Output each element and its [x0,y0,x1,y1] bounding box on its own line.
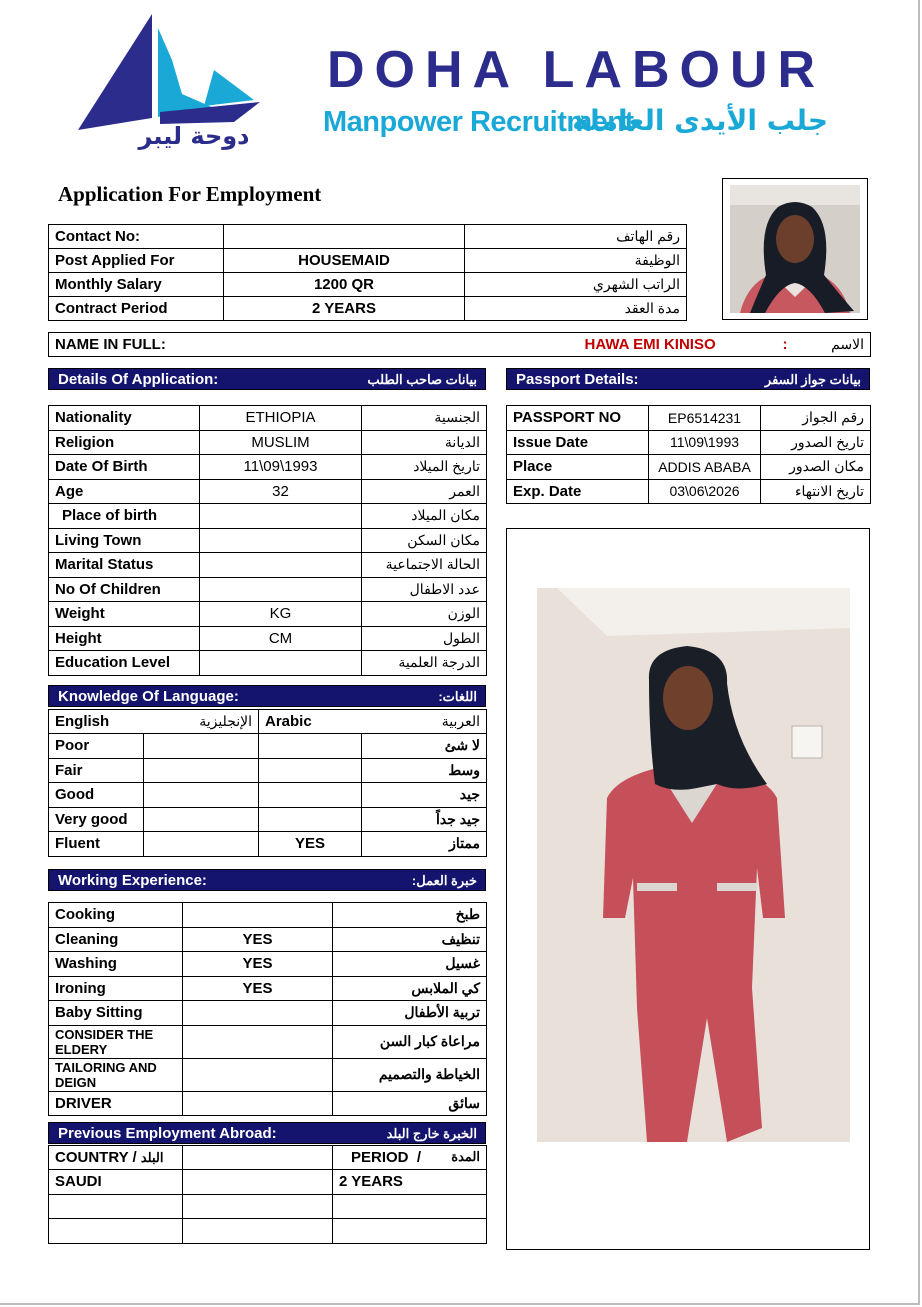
language-header [48,685,486,707]
detail-label: Marital Status [49,553,200,578]
applicant-photo-small [722,178,868,320]
table-row [49,710,487,734]
language-english-value [144,758,259,783]
detail-label: Religion [49,430,200,455]
experience-value [183,1058,333,1091]
table-row [49,783,487,808]
language-level-ar: وسط [362,758,487,783]
name-label: NAME IN FULL: [49,333,579,357]
language-arabic-value [259,807,362,832]
contract-label: Contract Period [49,297,224,321]
period-header: PERIOD / المدة [333,1146,487,1170]
detail-label-ar: الديانة [362,430,487,455]
experience-label: DRIVER [49,1091,183,1116]
detail-label-ar: مكان السكن [362,528,487,553]
experience-value: YES [183,952,333,977]
country-label-ar: البلد [140,1150,164,1165]
table-row [49,479,487,504]
experience-label-ar: تنظيف [333,927,487,952]
post-label: Post Applied For [49,249,224,273]
table-row [49,225,687,249]
table-row [49,249,687,273]
detail-label: Place of birth [49,504,200,529]
detail-value: CM [200,626,362,651]
table-row [49,807,487,832]
detail-label-ar: الطول [362,626,487,651]
country-header: COUNTRY / البلد [49,1146,183,1170]
detail-value [200,553,362,578]
passport-label: PASSPORT NO [507,406,649,431]
detail-value [200,504,362,529]
table-row [49,832,487,857]
language-table [48,709,487,857]
language-level-label: Fair [49,758,144,783]
table-row [49,1146,487,1170]
language-arabic-value [259,734,362,759]
previous-period [333,1219,487,1244]
details-header-ar: بيانات صاحب الطلب [367,372,477,387]
applicant-photo-large [506,528,870,1250]
detail-label-ar: الجنسية [362,406,487,431]
details-table [48,405,487,676]
previous-period: 2 YEARS [333,1170,487,1195]
contact-label: Contact No: [49,225,224,249]
name-table [48,332,871,357]
passport-header [506,368,870,390]
salary-value: 1200 QR [224,273,465,297]
language-arabic-header [259,710,487,734]
table-row [507,455,871,480]
detail-label-ar: العمر [362,479,487,504]
table-row [49,927,487,952]
arabic-label-ar: العربية [441,713,481,729]
detail-label: No Of Children [49,577,200,602]
portrait-image [730,185,860,313]
detail-value [200,528,362,553]
language-header-text: Knowledge Of Language: [58,688,239,705]
detail-value [200,651,362,676]
table-row [49,903,487,928]
detail-value: MUSLIM [200,430,362,455]
language-level-ar: جيد [362,783,487,808]
table-row [49,273,687,297]
experience-label: Ironing [49,976,183,1001]
language-header-ar: اللغات: [438,689,477,704]
passport-label: Place [507,455,649,480]
previous-blank [183,1170,333,1195]
experience-label: Baby Sitting [49,1001,183,1026]
previous-blank [183,1219,333,1244]
top-info-table [48,224,687,321]
previous-period [333,1194,487,1219]
table-row [49,528,487,553]
table-row [49,553,487,578]
language-arabic-value [259,758,362,783]
table-row [49,1001,487,1026]
language-level-label: Fluent [49,832,144,857]
experience-label-ar: طبخ [333,903,487,928]
passport-table [506,405,871,504]
language-level-label: Very good [49,807,144,832]
experience-value: YES [183,927,333,952]
detail-label: Nationality [49,406,200,431]
passport-label: Exp. Date [507,479,649,504]
passport-header-ar: بيانات جواز السفر [764,372,861,387]
table-row [49,1058,487,1091]
detail-value: ETHIOPIA [200,406,362,431]
table-row [49,602,487,627]
language-arabic-value: YES [259,832,362,857]
applicant-name: HAWA EMI KINISO [584,336,716,353]
table-row [507,406,871,431]
contact-value [224,225,465,249]
experience-value [183,903,333,928]
detail-value: 11\09\1993 [200,455,362,480]
experience-label: Washing [49,952,183,977]
table-row [49,734,487,759]
experience-value [183,1001,333,1026]
passport-label-ar: تاريخ الانتهاء [761,479,871,504]
detail-label-ar: الحالة الاجتماعية [362,553,487,578]
detail-label-ar: تاريخ الميلاد [362,455,487,480]
language-english-value [144,832,259,857]
experience-value: YES [183,976,333,1001]
table-row [507,479,871,504]
english-label-ar: الإنجليزية [199,713,252,729]
passport-value: 11\09\1993 [649,430,761,455]
passport-label: Issue Date [507,430,649,455]
detail-label-ar: الوزن [362,602,487,627]
previous-country [49,1219,183,1244]
table-row [507,430,871,455]
brand-subtitle-en: Manpower Recruitment [323,106,634,138]
contact-label-ar: رقم الهاتف [465,225,687,249]
salary-label: Monthly Salary [49,273,224,297]
country-label: COUNTRY [55,1149,129,1166]
passport-value: EP6514231 [649,406,761,431]
passport-label-ar: رقم الجواز [761,406,871,431]
detail-value [200,577,362,602]
contract-label-ar: مدة العقد [465,297,687,321]
experience-value [183,1025,333,1058]
experience-label: Cleaning [49,927,183,952]
experience-label: TAILORING AND DEIGN [49,1058,183,1091]
table-row [49,976,487,1001]
salary-label-ar: الراتب الشهري [465,273,687,297]
table-row [49,651,487,676]
table-row [49,952,487,977]
language-level-label: Poor [49,734,144,759]
previous-header [48,1122,486,1144]
experience-label: Cooking [49,903,183,928]
experience-label-ar: غسيل [333,952,487,977]
passport-value: 03\06\2026 [649,479,761,504]
language-level-label: Good [49,783,144,808]
details-header [48,368,486,390]
table-row [49,406,487,431]
table-row [49,626,487,651]
blank-cell [183,1146,333,1170]
table-row [49,297,687,321]
language-arabic-value [259,783,362,808]
experience-label-ar: مراعاة كبار السن [333,1025,487,1058]
previous-table [48,1145,487,1244]
language-level-ar: ممتاز [362,832,487,857]
passport-value: ADDIS ABABA [649,455,761,480]
table-row [49,333,871,357]
table-row [49,504,487,529]
detail-label-ar: عدد الاطفال [362,577,487,602]
experience-label-ar: كي الملابس [333,976,487,1001]
previous-header-text: Previous Employment Abroad: [58,1125,277,1142]
detail-value: KG [200,602,362,627]
logo-arabic-text: دوحة ليبر [138,122,250,150]
period-label: PERIOD [351,1149,409,1166]
contract-value: 2 YEARS [224,297,465,321]
table-row [49,1170,487,1195]
period-label-ar: المدة [451,1149,480,1164]
detail-label: Date Of Birth [49,455,200,480]
detail-label: Weight [49,602,200,627]
arabic-label: Arabic [265,713,312,730]
language-level-ar: لا شئ [362,734,487,759]
previous-blank [183,1194,333,1219]
experience-label-ar: سائق [333,1091,487,1116]
english-label: English [55,713,110,730]
name-colon: : [782,336,788,353]
table-row [49,430,487,455]
passport-label-ar: مكان الصدور [761,455,871,480]
detail-label-ar: الدرجة العلمية [362,651,487,676]
detail-value: 32 [200,479,362,504]
table-row [49,1194,487,1219]
previous-country [49,1194,183,1219]
brand-name: DOHA LABOUR [327,41,826,99]
table-row [49,1025,487,1058]
post-label-ar: الوظيفة [465,249,687,273]
previous-header-ar: الخبرة خارج البلد [386,1126,477,1141]
name-label-ar: الاسم [794,333,871,357]
detail-label: Education Level [49,651,200,676]
experience-label-ar: الخياطة والتصميم [333,1058,487,1091]
details-header-text: Details Of Application: [58,371,219,388]
language-english-value [144,807,259,832]
detail-label-ar: مكان الميلاد [362,504,487,529]
passport-label-ar: تاريخ الصدور [761,430,871,455]
table-row [49,758,487,783]
detail-label: Living Town [49,528,200,553]
experience-table [48,902,487,1116]
experience-header-text: Working Experience: [58,872,207,889]
table-row [49,1219,487,1244]
experience-header [48,869,486,891]
table-row [49,455,487,480]
experience-header-ar: خبرة العمل: [411,873,477,888]
experience-label: CONSIDER THE ELDERY [49,1025,183,1058]
brand-subtitle-ar: جلب الأيدى العاملة [572,104,828,137]
passport-header-text: Passport Details: [516,371,639,388]
post-value: HOUSEMAID [224,249,465,273]
language-level-ar: جيد جداً [362,807,487,832]
previous-country: SAUDI [49,1170,183,1195]
experience-label-ar: تربية الأطفال [333,1001,487,1026]
table-row [49,1091,487,1116]
language-english-header [49,710,259,734]
detail-label: Age [49,479,200,504]
name-value [579,333,794,357]
doha-labour-logo [64,10,264,150]
form-title: Application For Employment [58,182,322,206]
table-row [49,577,487,602]
experience-value [183,1091,333,1116]
language-english-value [144,783,259,808]
full-body-image [537,588,850,1142]
language-english-value [144,734,259,759]
detail-label: Height [49,626,200,651]
